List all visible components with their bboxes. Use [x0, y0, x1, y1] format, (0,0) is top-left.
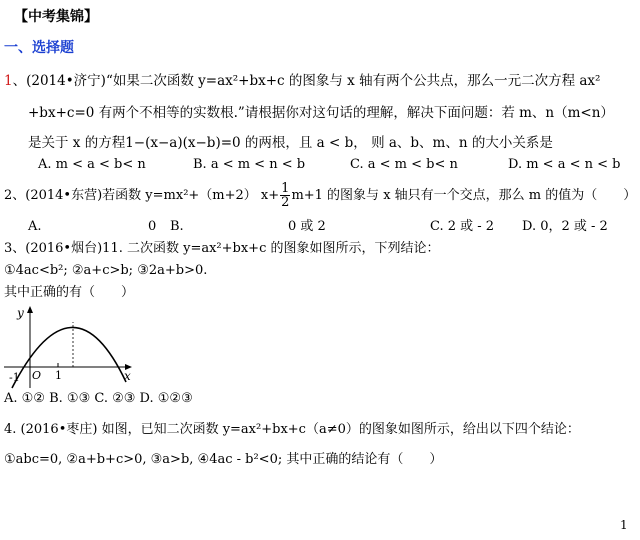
q2-frac-den: 2	[281, 195, 290, 210]
page-number: 1	[620, 518, 628, 532]
q1-line1	[4, 75, 600, 89]
q3-options: A. ①② B. ①③ C. ②③ D. ①②③	[4, 391, 193, 406]
q1-line2: +bx+c=0 有两个不相等的实数根.”请根据你对这句话的理解，解决下面问题：若 m、n（m<n）	[28, 105, 614, 121]
q3-line1: 3、(2016•烟台)11. 二次函数 y=ax²+bx+c 的图象如图所示，下列结论：	[4, 241, 440, 256]
q2-option-a-value: 0	[148, 219, 157, 234]
q4-line1: 4. (2016•枣庄) 如图，已知二次函数 y=ax²+bx+c（a≠0）的图象如图所示，给出以下四个结论：	[4, 422, 580, 437]
q2-option-c: C. 2 或 - 2	[430, 219, 495, 234]
q1-line3: 是关于 x 的方程1−(x−a)(x−b)=0 的两根，且 a < b， 则 a、b、m、n 的大小关系是	[28, 135, 553, 151]
q1-option-b: B. a < m < n < b	[193, 157, 306, 172]
q2-option-b: B.	[170, 219, 184, 234]
x-axis-label: x	[124, 369, 131, 383]
q3-line2: ①4ac<b²; ②a+c>b; ③2a+b>0.	[4, 263, 208, 278]
q2-option-d: D. 0，2 或 - 2	[522, 219, 608, 234]
q1-option-a: A. m < a < b< n	[38, 157, 146, 172]
q2-fraction	[280, 182, 290, 209]
q3-line3: 其中正确的有（ ）	[4, 285, 135, 300]
parabola-curve	[12, 327, 126, 388]
q2-prefix: 2、(2014•东营)若函数 y=mx²+（m+2） x+	[4, 188, 280, 203]
q2-suffix: m+1 的图象与 x 轴只有一个交点，那么 m 的值为（ ）	[291, 188, 637, 203]
q2-frac-num: 1	[281, 181, 290, 196]
neg-one-label: -1	[9, 371, 20, 384]
one-label: 1	[55, 369, 62, 382]
q2-line	[4, 182, 636, 209]
q3-parabola-graph	[0, 300, 140, 390]
q4-line2: ①abc=0, ②a+b+c>0, ③a>b, ④4ac - b²<0; 其中正确的结论有（ ）	[4, 452, 443, 467]
q1-option-c: C. a < m < b< n	[350, 157, 458, 172]
q1-option-d: D. m < a < n < b	[508, 157, 621, 172]
q2-option-a: A.	[28, 219, 42, 234]
y-axis-arrow	[27, 306, 33, 313]
q2-option-b-value: 0 或 2	[288, 219, 326, 234]
section-title: 一、选择题	[4, 40, 74, 56]
q1-number: 1	[4, 73, 13, 89]
y-axis-label: y	[17, 306, 24, 320]
q1-line1-text: 、(2014•济宁)“如果二次函数 y=ax²+bx+c 的图象与 x 轴有两个公共点，那么一元二次方程 ax²	[12, 73, 601, 89]
origin-label: O	[32, 369, 42, 382]
bracket-title: 【中考集锦】	[14, 9, 98, 25]
